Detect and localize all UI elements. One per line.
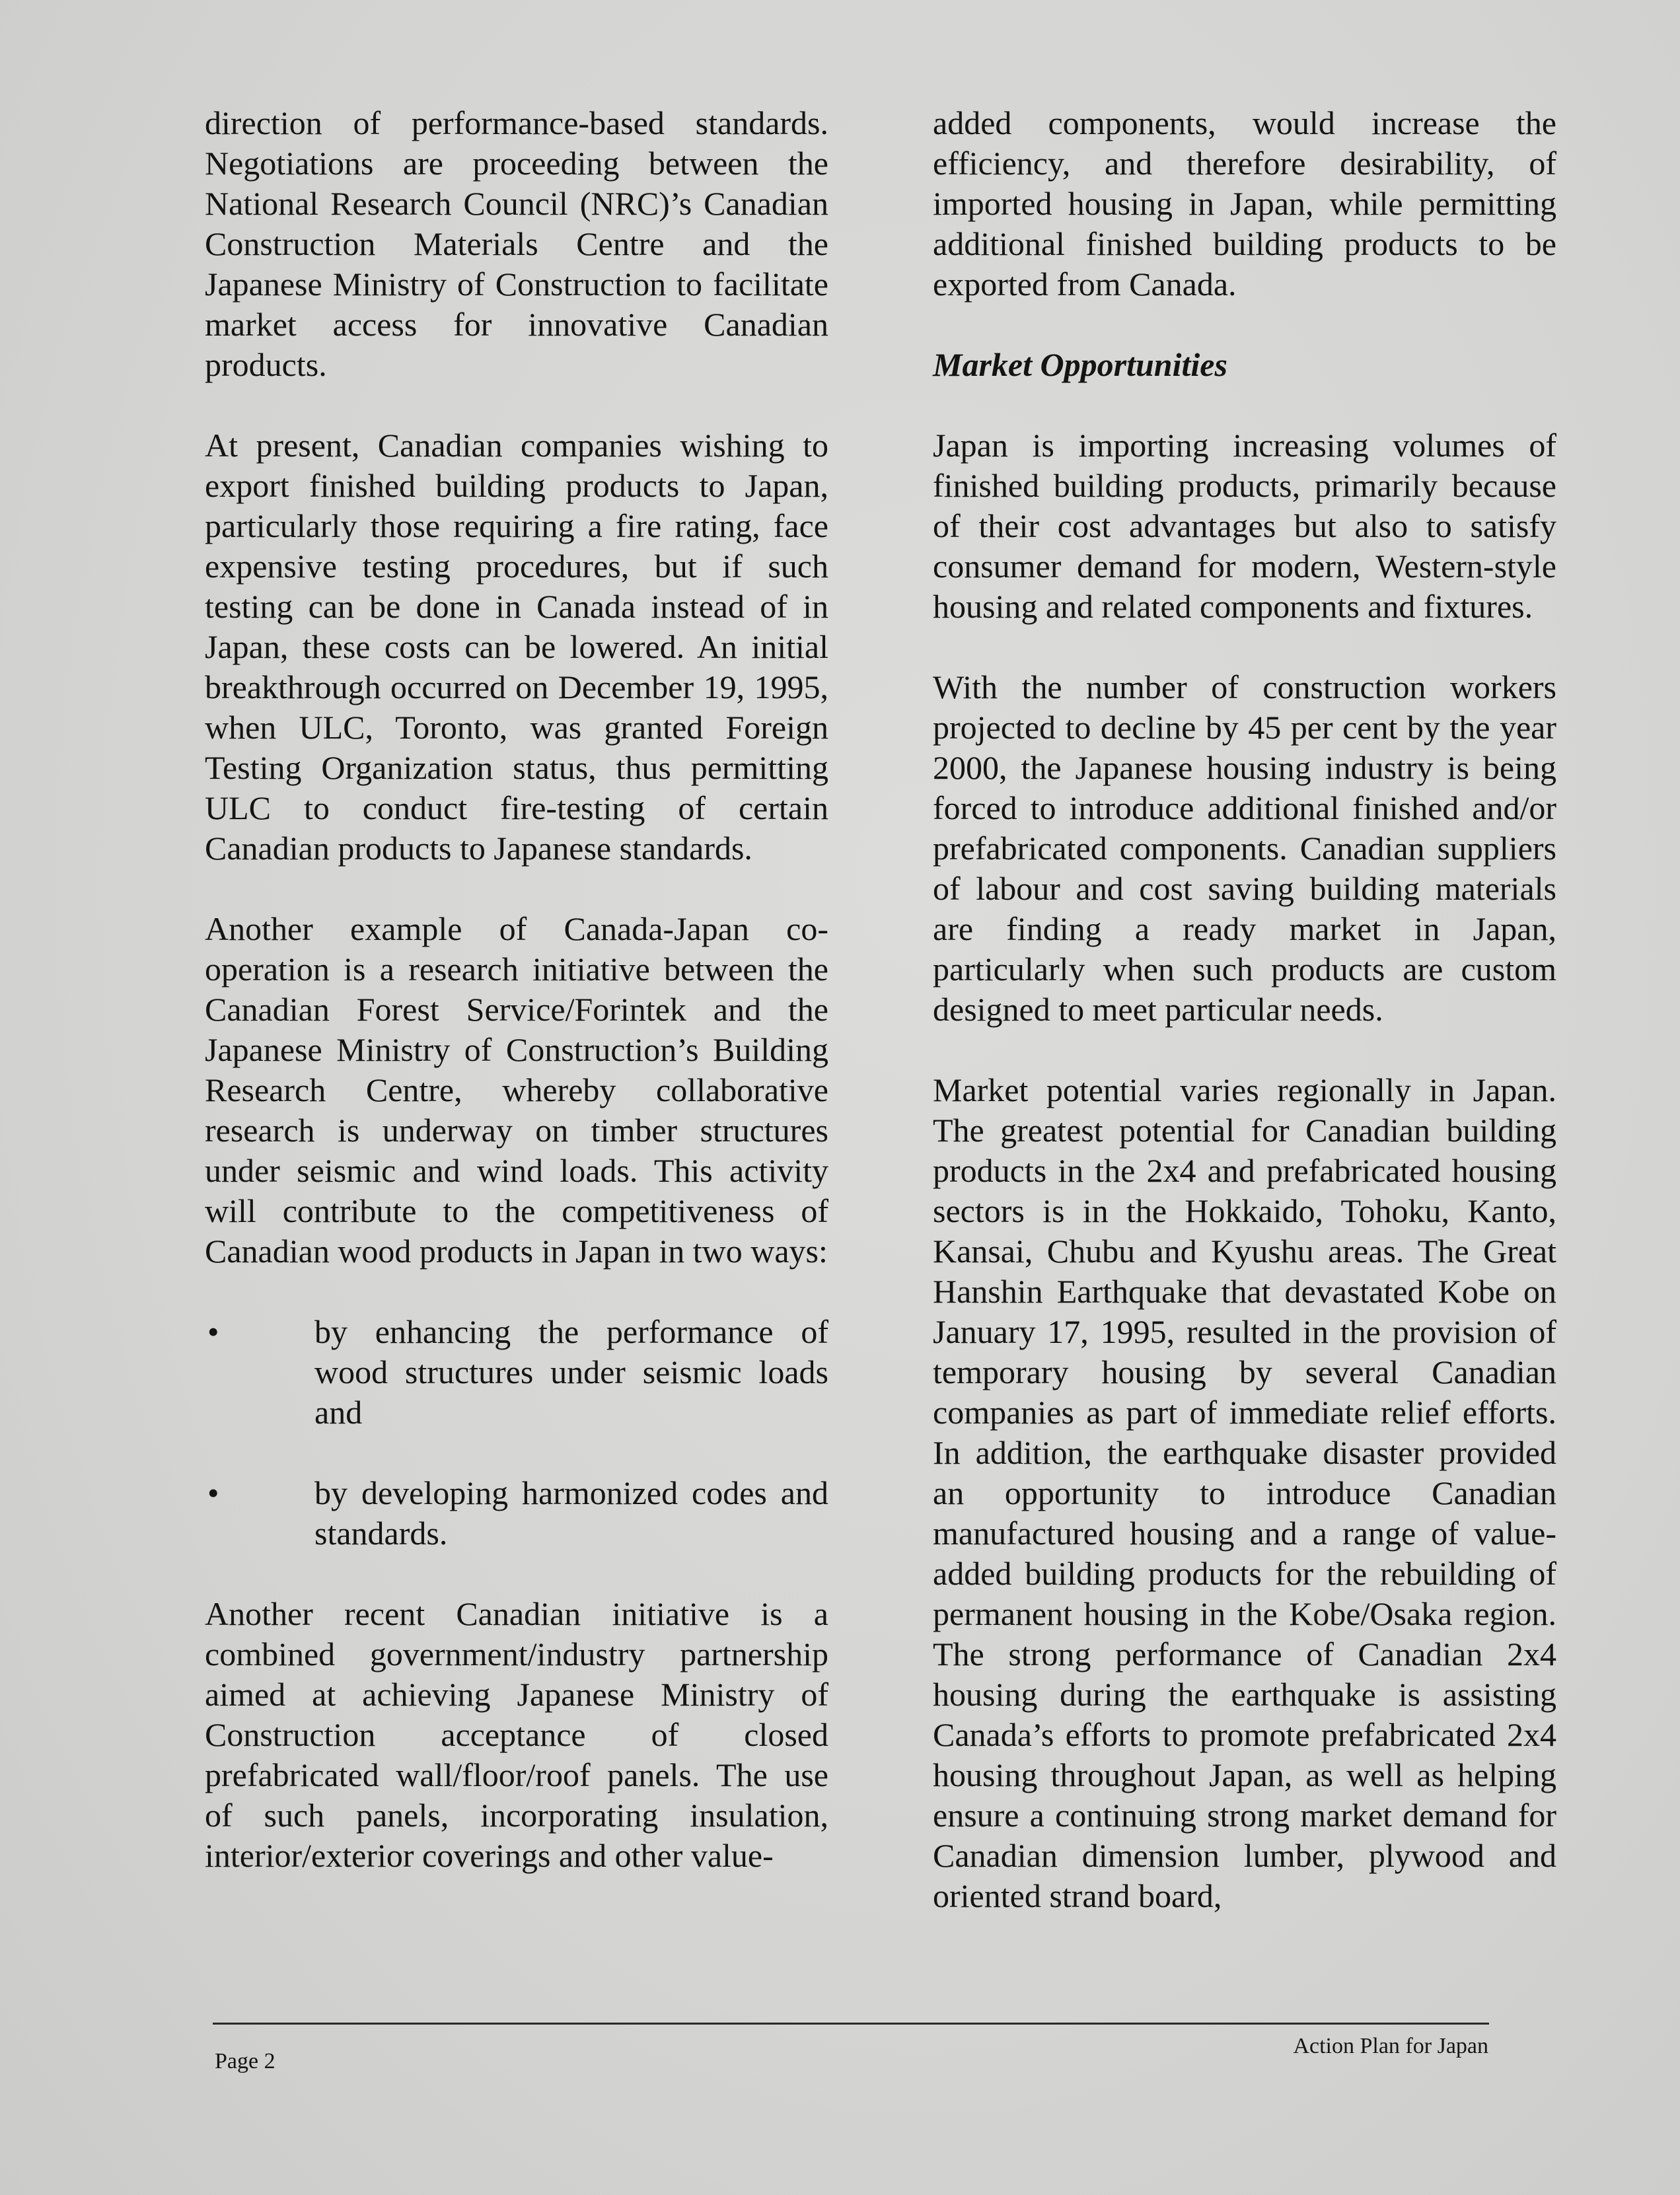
bullet-list: [205, 1312, 828, 1554]
left-paragraph-3: Another example of Canada-Japan co-operation is a research initiative between the Canadian Forest Service/Forintek and the Japanese Ministry of Construction’s Building Research Centre, whereby collaborative research is underway on timber structures under seismic and wind loads. This activity will contribute to the competitiveness of Canadian wood products in Japan in two ways:: [205, 910, 828, 1270]
bullet-icon: •: [207, 1474, 219, 1511]
section-heading: Market Opportunities: [933, 346, 1227, 383]
footer-divider: [213, 2023, 1489, 2025]
bullet-item: [205, 1473, 828, 1554]
left-paragraph-1: direction of performance-based standards. Negotiations are proceeding between the National Research Council (NRC)’s Canadian Construction Materials Centre and the Japanese Ministry of Construction to facilitate market access for innovative Canadian products.: [205, 104, 828, 383]
page-number: Page 2: [215, 2049, 275, 2073]
bullet-text: by enhancing the performance of wood structures under seismic loads and: [314, 1313, 828, 1431]
bullet-icon: •: [207, 1313, 219, 1350]
right-paragraph-2: Japan is importing increasing volumes of finished building products, primarily because of their cost advantages but also to satisfy consumer demand for modern, Western-style housing and related components and fixtures.: [933, 427, 1556, 625]
document-title: Action Plan for Japan: [1293, 2034, 1488, 2058]
left-paragraph-4: Another recent Canadian initiative is a combined government/industry partnership aimed at achieving Japanese Ministry of Construction acceptance of closed prefabricated wall/floor/roof panels. The use of such panels, incorporating insulation, interior/exterior coverings and other value-: [205, 1595, 828, 1874]
right-paragraph-1: added components, would increase the efficiency, and therefore desirability, of imported housing in Japan, while permitting additional finished building products to be exported from Canada.: [933, 104, 1556, 303]
bullet-text: by developing harmonized codes and standards.: [314, 1474, 828, 1552]
right-paragraph-3: With the number of construction workers projected to decline by 45 per cent by the year 2000, the Japanese housing industry is being forced to introduce additional finished and/or prefabricated components. Canadian suppliers of labour and cost saving building materials are finding a ready market in Japan, particularly when such products are custom designed to meet particular needs.: [933, 668, 1556, 1028]
left-column: [205, 103, 828, 1916]
right-column: [933, 103, 1556, 1957]
right-paragraph-4: Market potential varies regionally in Japan. The greatest potential for Canadian building products in the 2x4 and prefabricated housing sectors is in the Hokkaido, Tohoku, Kanto, Kansai, Chubu and Kyushu areas. The Great Hanshin Earthquake that devastated Kobe on January 17, 1995, resulted in the provision of temporary housing by several Canadian companies as part of immediate relief efforts. In addition, the earthquake disaster provided an opportunity to introduce Canadian manufactured housing and a range of value-added building products for the rebuilding of permanent housing in the Kobe/Osaka region. The strong performance of Canadian 2x4 housing during the earthquake is assisting Canada’s efforts to promote prefabricated 2x4 housing throughout Japan, as well as helping ensure a continuing strong market demand for Canadian dimension lumber, plywood and oriented strand board,: [933, 1071, 1556, 1914]
bullet-item: [205, 1312, 828, 1433]
left-paragraph-2: At present, Canadian companies wishing to export finished building products to Japan, particularly those requiring a fire rating, face expensive testing procedures, but if such testing can be done in Canada instead of in Japan, these costs can be lowered. An initial breakthrough occurred on December 19, 1995, when ULC, Toronto, was granted Foreign Testing Organization status, thus permitting ULC to conduct fire-testing of certain Canadian products to Japanese standards.: [205, 427, 828, 867]
